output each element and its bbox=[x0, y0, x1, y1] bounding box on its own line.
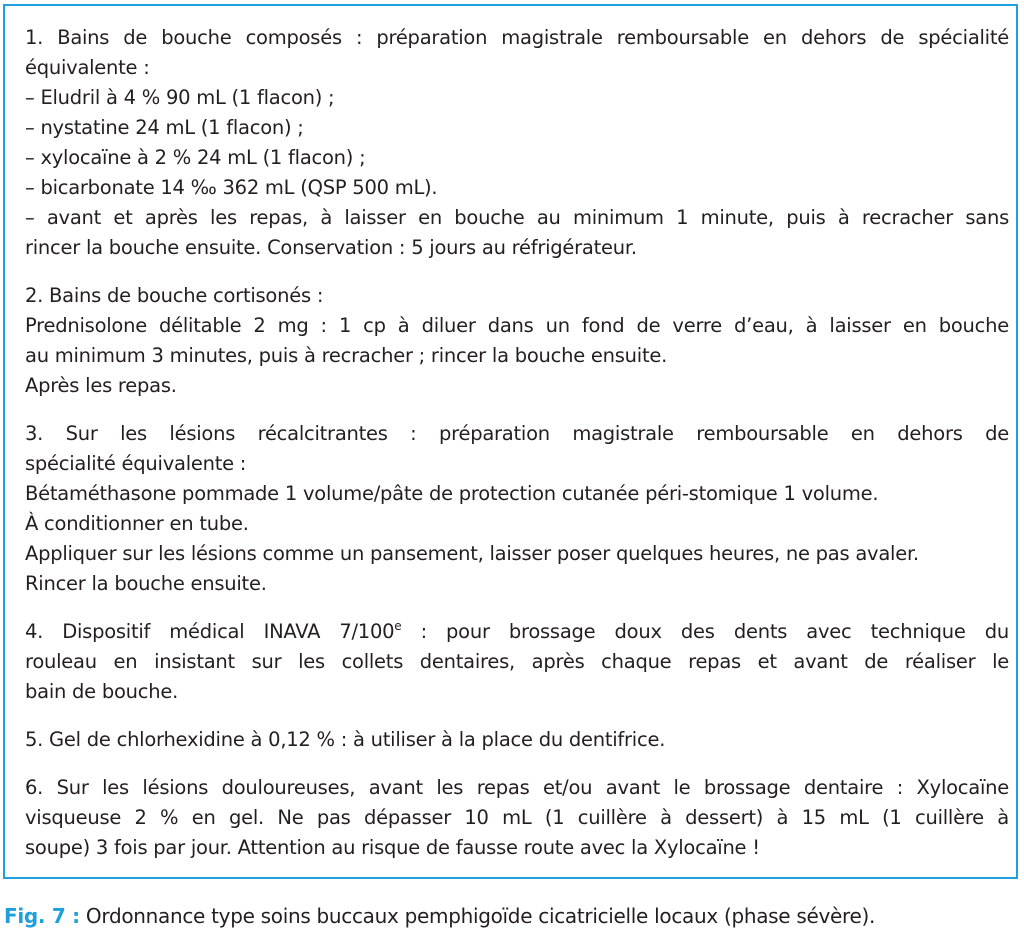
section-3-resistant-lesions bbox=[25, 419, 1009, 599]
figure-caption bbox=[4, 903, 875, 929]
text-line: équivalente : bbox=[25, 56, 150, 79]
text-line bbox=[25, 617, 1009, 647]
section-6-painful-lesions bbox=[25, 773, 1009, 863]
prescription-content bbox=[25, 23, 1009, 881]
text-line: Bétaméthasone pommade 1 volume/pâte de protection cutanée péri-stomique 1 volume. bbox=[25, 482, 879, 505]
text-line: Après les repas. bbox=[25, 374, 177, 397]
text-line: rouleau en insistant sur les collets dentaires, après chaque repas et avant de réaliser le bbox=[25, 650, 1009, 673]
text-line: Prednisolone délitable 2 mg : 1 cp à diluer dans un fond de verre d’eau, à laisser en bouche bbox=[25, 314, 1009, 337]
text-line: – avant et après les repas, à laisser en bouche au minimum 1 minute, puis à recracher sans bbox=[25, 206, 1009, 229]
figure-label: Fig. 7 : bbox=[4, 904, 80, 928]
text-line: 1. Bains de bouche composés : préparation magistrale remboursable en dehors de spécialité bbox=[25, 26, 1009, 49]
text-line: – xylocaïne à 2 % 24 mL (1 flacon) ; bbox=[25, 146, 366, 169]
text-line: – Eludril à 4 % 90 mL (1 flacon) ; bbox=[25, 86, 335, 109]
section-2-cortisone-mouthwash bbox=[25, 281, 1009, 401]
text-line: Appliquer sur les lésions comme un pansement, laisser poser quelques heures, ne pas avaler. bbox=[25, 542, 919, 565]
text-fragment: : pour brossage doux des dents avec technique du bbox=[401, 620, 1009, 643]
section-1-compound-mouthwash bbox=[25, 23, 1009, 263]
text-line: visqueuse 2 % en gel. Ne pas dépasser 10 mL (1 cuillère à dessert) à 15 mL (1 cuillère à bbox=[25, 806, 1009, 829]
text-line: 2. Bains de bouche cortisonés : bbox=[25, 284, 324, 307]
text-line: 5. Gel de chlorhexidine à 0,12 % : à utiliser à la place du dentifrice. bbox=[25, 728, 666, 751]
text-line: rincer la bouche ensuite. Conservation : 5 jours au réfrigérateur. bbox=[25, 236, 637, 259]
text-line: À conditionner en tube. bbox=[25, 512, 249, 535]
text-line: spécialité équivalente : bbox=[25, 452, 247, 475]
text-line: au minimum 3 minutes, puis à recracher ; rincer la bouche ensuite. bbox=[25, 344, 668, 367]
text-line: bain de bouche. bbox=[25, 680, 179, 703]
section-4-medical-device bbox=[25, 617, 1009, 707]
text-fragment: 4. Dispositif médical INAVA 7/100 bbox=[25, 620, 395, 643]
text-line: 6. Sur les lésions douloureuses, avant les repas et/ou avant le brossage dentaire : Xylocaïne bbox=[25, 776, 1009, 799]
superscript: e bbox=[394, 619, 402, 633]
prescription-box bbox=[3, 4, 1018, 879]
text-line: – nystatine 24 mL (1 flacon) ; bbox=[25, 116, 304, 139]
text-line: soupe) 3 fois par jour. Attention au risque de fausse route avec la Xylocaïne ! bbox=[25, 836, 760, 859]
figure-caption-text: Ordonnance type soins buccaux pemphigoïde cicatricielle locaux (phase sévère). bbox=[79, 904, 876, 928]
text-line: – bicarbonate 14 ‰ 362 mL (QSP 500 mL). bbox=[25, 176, 438, 199]
text-line: 3. Sur les lésions récalcitrantes : préparation magistrale remboursable en dehors de bbox=[25, 422, 1009, 445]
section-5-chlorhexidine-gel bbox=[25, 725, 1009, 755]
text-line: Rincer la bouche ensuite. bbox=[25, 572, 267, 595]
